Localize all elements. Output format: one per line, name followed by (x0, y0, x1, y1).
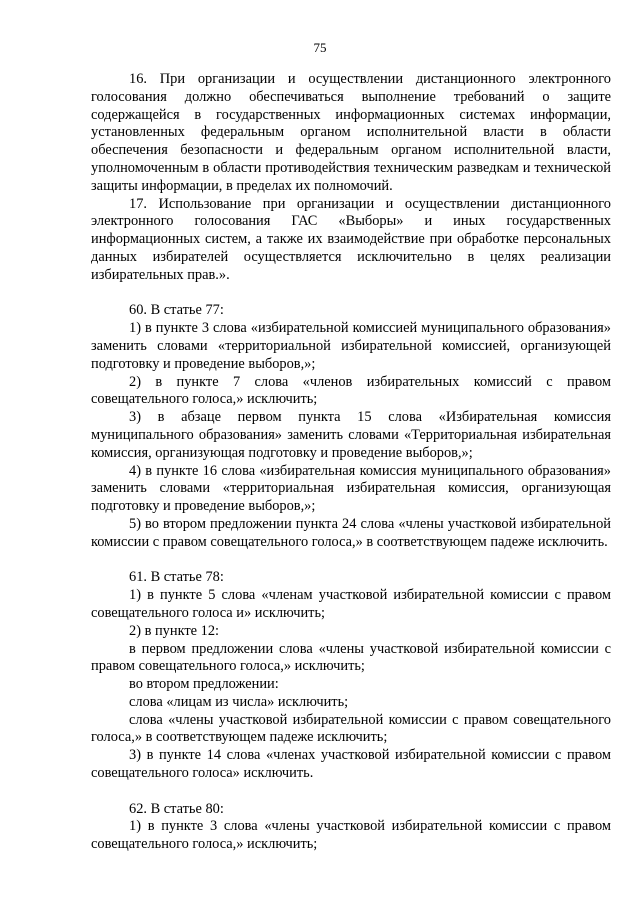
section-60-item-4: 4) в пункте 16 слова «избирательная комиссия муниципального образования» заменить словами «территориальная избирательная комиссия, организующая подготовку и проведение выборов,»; (91, 462, 611, 515)
document-body (91, 71, 611, 854)
page-number: 75 (313, 40, 327, 55)
section-61-item-2: 2) в пункте 12: (129, 622, 220, 639)
paragraph-17: 17. Использование при организации и осуществлении дистанционного электронного голосования ГАС «Выборы» и иных государственных информационных систем, а также их взаимодействие при обработке персональных данных избирателей осуществляется исключительно в целях реализации избирательных прав.». (91, 195, 611, 283)
section-60-item-1: 1) в пункте 3 слова «избирательной комиссией муниципального образования» заменить словами «территориальной избирательной комиссией, организующей подготовку и проведение выборов,»; (91, 320, 611, 372)
section-61-item-3: 3) в пункте 14 слова «членах участковой избирательной комиссии с правом совещательного голоса» исключить. (91, 747, 611, 782)
section-60-item-3: 3) в абзаце первом пункта 15 слова «Избирательная комиссия муниципального образования» заменить словами «Территориальная избирательная комиссия, организующая подготовку и проведение выборов,»; (91, 409, 611, 461)
section-60-heading: 60. В статье 77: (129, 302, 224, 319)
section-61-item-2-second-sentence: во втором предложении: (129, 676, 279, 693)
section-61-heading: 61. В статье 78: (129, 569, 224, 586)
section-62-heading: 62. В статье 80: (129, 800, 224, 817)
paragraph-16: 16. При организации и осуществлении дистанционного электронного голосования должно обеспечиваться выполнение требований о защите содержащейся в государственных информационных системах информации, установленных федеральным органом исполнительной власти в области обеспечения безопасности и федеральным органом исполнительной власти, уполномоченным в области противодействия техническим разведкам и технической защиты информации, в пределах их полномочий. (91, 71, 611, 194)
section-60-item-2: 2) в пункте 7 слова «членов избирательных комиссий с правом совещательного голоса,» исключить; (91, 373, 611, 408)
section-61-item-1: 1) в пункте 5 слова «членам участковой избирательной комиссии с правом совещательного голоса и» исключить; (91, 587, 611, 621)
section-61-item-2-first-sentence: в первом предложении слова «члены участковой избирательной комиссии с правом совещательного голоса,» исключить; (91, 640, 611, 675)
section-62-item-1: 1) в пункте 3 слова «члены участковой избирательной комиссии с правом совещательного голоса,» исключить; (91, 818, 611, 853)
section-60-item-5: 5) во втором предложении пункта 24 слова «члены участковой избирательной комиссии с правом совещательного голоса,» в соответствующем падеже исключить. (91, 515, 611, 550)
section-61-item-2-words-1: слова «лицам из числа» исключить; (129, 693, 349, 710)
section-61-item-2-words-2: слова «члены участковой избирательной комиссии с правом совещательного голоса,» в соответствующем падеже исключить; (91, 711, 611, 746)
